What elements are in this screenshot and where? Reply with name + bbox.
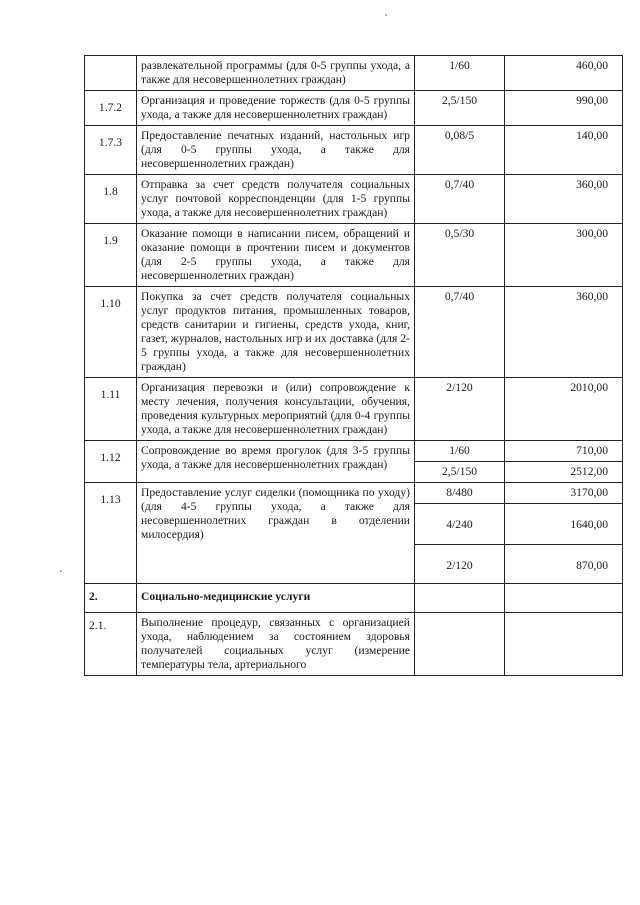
empty-cell bbox=[505, 613, 623, 676]
table-row bbox=[85, 441, 623, 462]
row-number: 1.8 bbox=[85, 175, 137, 224]
service-description: Сопровождение во время прогулок (для 3-5 группы ухода, а также для несовершеннолетних граждан) bbox=[137, 441, 415, 483]
service-description: Выполнение процедур, связанных с организацией ухода, наблюдением за состоянием здоровья получателей социальных услуг (измерение температуры тела, артериального bbox=[137, 613, 415, 676]
service-price: 140,00 bbox=[505, 126, 623, 175]
row-number: 2.1. bbox=[85, 613, 137, 676]
table-row bbox=[85, 613, 623, 676]
row-number: 1.10 bbox=[85, 287, 137, 378]
table-row bbox=[85, 224, 623, 287]
service-description: Предоставление услуг сиделки (помощника по уходу) (для 4-5 группы ухода, а также для несовершеннолетних граждан в отделении милосердия) bbox=[137, 483, 415, 584]
service-price: 1640,00 bbox=[505, 504, 623, 545]
table-row bbox=[85, 126, 623, 175]
service-volume: 0,5/30 bbox=[415, 224, 505, 287]
table-row bbox=[85, 483, 623, 504]
service-description: Организация перевозки и (или) сопровождение к месту лечения, получения консультации, обучения, проведения культурных мероприятий (для 0-4 группы ухода, а также для несовершеннолетних граждан) bbox=[137, 378, 415, 441]
service-volume: 0,7/40 bbox=[415, 287, 505, 378]
service-description: Организация и проведение торжеств (для 0-5 группы ухода, а также для несовершеннолетних граждан) bbox=[137, 91, 415, 126]
service-volume: 1/60 bbox=[415, 441, 505, 462]
row-number: 1.9 bbox=[85, 224, 137, 287]
service-volume: 8/480 bbox=[415, 483, 505, 504]
service-price: 460,00 bbox=[505, 56, 623, 91]
service-price: 300,00 bbox=[505, 224, 623, 287]
row-number: 1.7.3 bbox=[85, 126, 137, 175]
service-price: 2010,00 bbox=[505, 378, 623, 441]
service-description: Покупка за счет средств получателя социальных услуг продуктов питания, промышленных товаров, средств санитарии и гигиены, средств ухода, книг, газет, журналов, настольных игр и их доставка (для 2-5 группы ухода, а также для несовершеннолетних граждан) bbox=[137, 287, 415, 378]
service-volume: 0,7/40 bbox=[415, 175, 505, 224]
service-description: Предоставление печатных изданий, настольных игр (для 0-5 группы ухода, а также для несовершеннолетних граждан) bbox=[137, 126, 415, 175]
service-description: развлекательной программы (для 0-5 группы ухода, а также для несовершеннолетних граждан) bbox=[137, 56, 415, 91]
empty-cell bbox=[415, 584, 505, 613]
service-description: Отправка за счет средств получателя социальных услуг почтовой корреспонденции (для 1-5 группы ухода, а также для несовершеннолетних граждан) bbox=[137, 175, 415, 224]
table-row bbox=[85, 378, 623, 441]
section-number: 2. bbox=[85, 584, 137, 613]
service-price: 360,00 bbox=[505, 175, 623, 224]
service-price: 360,00 bbox=[505, 287, 623, 378]
service-volume: 2/120 bbox=[415, 378, 505, 441]
row-number: 1.7.2 bbox=[85, 91, 137, 126]
services-price-table bbox=[84, 55, 623, 676]
service-volume: 2,5/150 bbox=[415, 462, 505, 483]
row-number: 1.13 bbox=[85, 483, 137, 584]
section-title: Социально-медицинские услуги bbox=[137, 584, 415, 613]
service-volume: 2/120 bbox=[415, 545, 505, 584]
row-number: 1.12 bbox=[85, 441, 137, 483]
table-row bbox=[85, 56, 623, 91]
empty-cell bbox=[415, 613, 505, 676]
table-row bbox=[85, 287, 623, 378]
service-price: 870,00 bbox=[505, 545, 623, 584]
section-header-row bbox=[85, 584, 623, 613]
service-volume: 1/60 bbox=[415, 56, 505, 91]
row-number bbox=[85, 56, 137, 91]
table-row bbox=[85, 175, 623, 224]
service-price: 3170,00 bbox=[505, 483, 623, 504]
row-number: 1.11 bbox=[85, 378, 137, 441]
service-volume: 2,5/150 bbox=[415, 91, 505, 126]
service-price: 990,00 bbox=[505, 91, 623, 126]
table-row bbox=[85, 91, 623, 126]
scan-speck bbox=[60, 570, 62, 572]
service-volume: 0,08/5 bbox=[415, 126, 505, 175]
service-price: 2512,00 bbox=[505, 462, 623, 483]
service-description: Оказание помощи в написании писем, обращений и оказание помощи в прочтении писем и документов (для 2-5 группы ухода, а также для несовершеннолетних граждан) bbox=[137, 224, 415, 287]
service-price: 710,00 bbox=[505, 441, 623, 462]
service-volume: 4/240 bbox=[415, 504, 505, 545]
scan-speck bbox=[385, 14, 387, 16]
empty-cell bbox=[505, 584, 623, 613]
